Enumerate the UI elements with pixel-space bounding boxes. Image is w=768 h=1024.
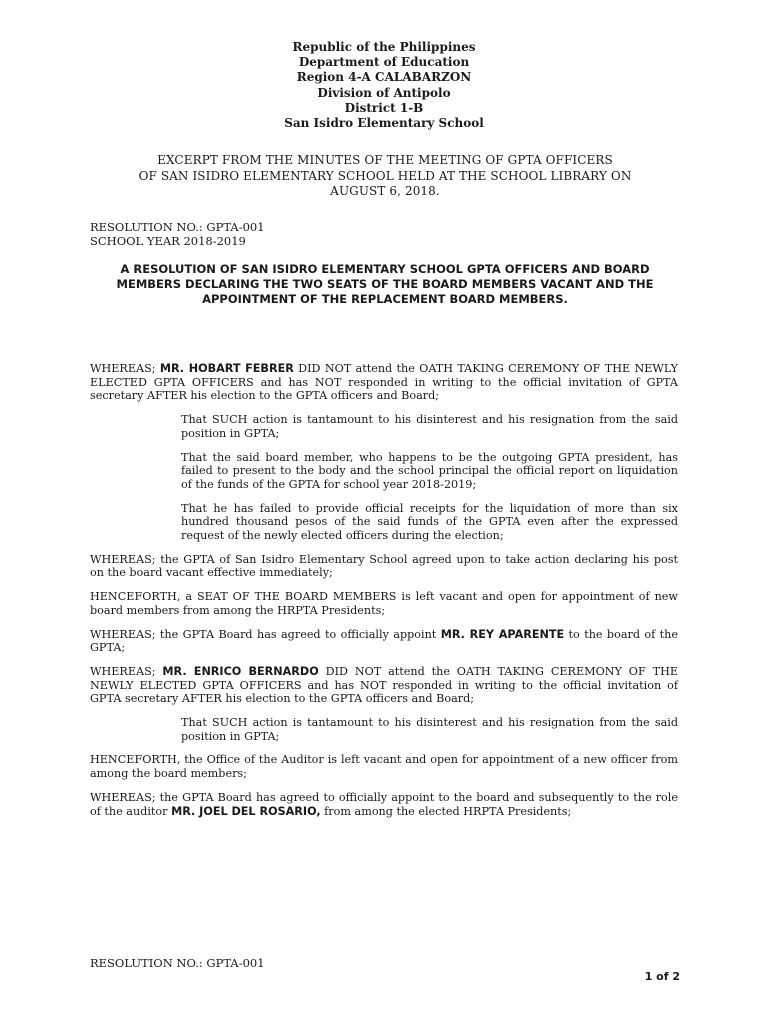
clause-text: DID NOT attend the OATH TAKING CEREMONY OF THE NEWLY ELECTED GPTA OFFICERS and has NOT responded in writing to the official invitation of GPTA secretary AFTER his election to the GPTA officers and Board; [90, 362, 678, 403]
title-rest: GPTA OFFICERS AND BOARD MEMBERS DECLARING THE TWO SEATS OF THE BOARD MEMBERS VACANT AND THE APPOINTMENT OF THE REPLACEMENT BOARD MEMBERS. [116, 262, 654, 306]
excerpt-line: EXCERPT FROM THE MINUTES OF THE MEETING OF GPTA OFFICERS [157, 153, 613, 167]
title-prefix: A RESOLUTION OF [120, 262, 242, 276]
excerpt-line: OF SAN ISIDRO ELEMENTARY SCHOOL HELD AT THE SCHOOL LIBRARY ON [138, 168, 632, 183]
clause-text: to the board of the GPTA; [90, 627, 679, 655]
whereas-clause: WHEREAS; the GPTA of San Isidro Elementary School agreed upon to take action declaring his post on the board vacant effective immediately; [90, 552, 678, 580]
henceforth-clause: HENCEFORTH, the Office of the Auditor is left vacant and open for appointment of a new officer from among the board members; [90, 753, 678, 781]
excerpt-heading [90, 153, 680, 200]
footer-resolution-number: RESOLUTION NO.: GPTA-001 [90, 956, 265, 970]
that-clause: That SUCH action is tantamount to his disinterest and his resignation from the said position in GPTA; [181, 716, 678, 743]
letterhead-line: Republic of the Philippines [292, 40, 476, 54]
person-name: MR. JOEL DEL ROSARIO, [171, 804, 321, 818]
person-name: MR. REY APARENTE [440, 627, 565, 641]
clause-text: WHEREAS; the GPTA Board has agreed to officially appoint [90, 627, 441, 641]
whereas-clause [90, 665, 678, 706]
letterhead-line: Division of Antipolo [317, 85, 451, 100]
person-name: MR. HOBART FEBRER [159, 362, 294, 375]
excerpt-line: AUGUST 6, 2018. [330, 184, 440, 198]
whereas-clause [90, 791, 678, 818]
resolution-number: RESOLUTION NO.: GPTA-001 [90, 220, 265, 234]
title-school: SAN ISIDRO ELEMENTARY SCHOOL [241, 262, 463, 276]
person-name: MR. ENRICO BERNARDO [162, 664, 319, 678]
clause-text: DID NOT attend the OATH TAKING CEREMONY OF THE NEWLY ELECTED GPTA OFFICERS and has NOT responded in writing to the official invitation of GPTA secretary AFTER his election to the GPTA officers and Board; [90, 664, 678, 706]
clause-text: WHEREAS; [90, 362, 160, 375]
that-clause: That SUCH action is tantamount to his disinterest and his resignation from the said position in GPTA; [181, 413, 678, 440]
that-clause: That the said board member, who happens to be the outgoing GPTA president, has failed to present to the body and the school principal the official report on liquidation of the funds of the GPTA for school year 2018-2019; [181, 450, 678, 491]
whereas-clause [90, 628, 678, 655]
clause-text: from among the elected HRPTA Presidents; [320, 804, 572, 818]
letterhead-line: District 1-B [344, 100, 424, 115]
resolution-title [90, 262, 680, 306]
letterhead-line: Department of Education [298, 55, 470, 70]
that-clause: That he has failed to provide official receipts for the liquidation of more than six hundred thousand pesos of the said funds of the GPTA even after the expressed request of the newly elected officers during the election; [181, 501, 678, 543]
letterhead-line: Region 4-A CALABARZON [296, 70, 472, 85]
page-number: 1 of 2 [644, 970, 680, 983]
henceforth-clause: HENCEFORTH, a SEAT OF THE BOARD MEMBERS is left vacant and open for appointment of new board members from among the HRPTA Presidents; [90, 590, 678, 617]
resolution-body [90, 362, 678, 828]
letterhead-line: San Isidro Elementary School [284, 116, 484, 131]
letterhead [0, 40, 768, 131]
clause-text: WHEREAS; [90, 664, 163, 678]
whereas-clause [90, 362, 678, 403]
clause-text: WHEREAS; the GPTA Board has agreed to officially appoint to the board and subsequently to the role of the auditor [90, 790, 678, 818]
school-year: SCHOOL YEAR 2018-2019 [90, 234, 246, 248]
